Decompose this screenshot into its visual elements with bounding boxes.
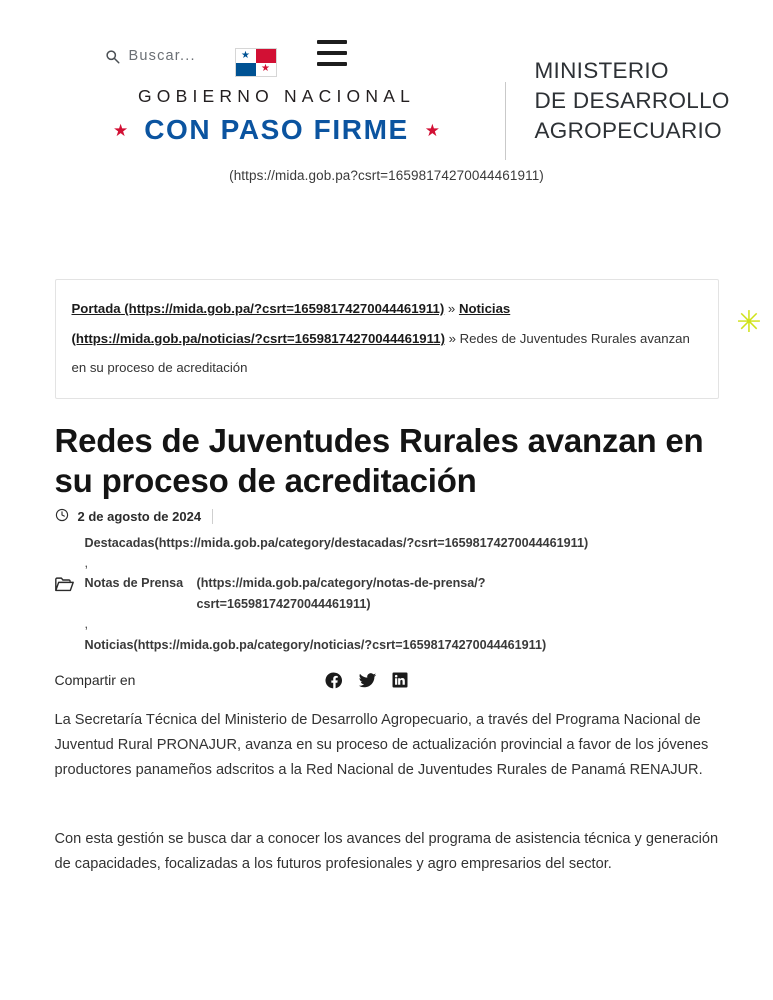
breadcrumb-current: Redes de Juventudes Rurales avanzan en su proceso de acreditación [71, 330, 690, 376]
article-paragraph-1: La Secretaría Técnica del Ministerio de Desarrollo Agropecuario, a través del Programa Nacional de Juventud Rural PRONAJUR, avanza en su proceso de actualización provincial a favor de los jóvenes productores panameños adscritos a la Red Nacional de Juventudes Rurales de Panamá RENAJUR. [54, 711, 709, 779]
asterisk-decoration-icon: ✳ [736, 306, 762, 339]
star-right-icon: ★ [424, 120, 441, 140]
breadcrumb [55, 279, 762, 399]
breadcrumb-separator-2: » [448, 330, 456, 346]
category-name-1: Notas de Prensa [84, 576, 184, 591]
breadcrumb-link-noticias-url[interactable] [72, 331, 445, 346]
category-url-2: (https://mida.gob.pa/category/noticias/?csrt=16598174270044461911) [133, 637, 547, 652]
ministry-line-3: AGROPECUARIO [534, 117, 722, 143]
breadcrumb-noticias-url: (https://mida.gob.pa/noticias/?csrt=16598174270044461911) [71, 330, 445, 346]
header-divider [505, 82, 506, 160]
category-comma-1: , [84, 556, 88, 570]
linkedin-icon[interactable] [391, 671, 409, 689]
site-header [0, 0, 773, 183]
facebook-icon[interactable] [325, 671, 344, 690]
category-name-2: Noticias [84, 637, 134, 652]
search-placeholder-text: Buscar... [128, 48, 196, 64]
share-icons [325, 671, 409, 690]
category-url-0: (https://mida.gob.pa/category/destacadas/?csrt=16598174270044461911) [154, 535, 589, 550]
slogan-block [67, 114, 487, 146]
article-body [55, 708, 719, 877]
category-comma-2: , [84, 617, 88, 632]
header-inner [67, 34, 730, 154]
clock-icon [55, 508, 69, 525]
article-meta [55, 508, 719, 529]
home-url-text[interactable]: (https://mida.gob.pa?csrt=16598174270044461911) [229, 168, 544, 183]
article [55, 399, 719, 877]
article-categories [55, 533, 719, 655]
article-date: 2 de agosto de 2024 [78, 509, 214, 524]
search-input[interactable] [105, 48, 196, 64]
ministry-name [535, 56, 730, 146]
slogan-text: CON PASO FIRME [144, 114, 409, 145]
breadcrumb-link-portada[interactable] [72, 301, 445, 316]
panama-flag-icon: ★ ★ [235, 48, 277, 77]
gobierno-nacional-text: GOBIERNO NACIONAL [137, 86, 416, 106]
share-label: Compartir en [54, 672, 136, 689]
breadcrumb-separator-1: » [447, 301, 456, 316]
article-paragraph-2: Con esta gestión se busca dar a conocer los avances del programa de asistencia técnica y generación de capacidades, focalizadas a los futuros profesionales y agro empresarios del sector. [54, 831, 719, 873]
share-row [55, 671, 719, 690]
page-title: Redes de Juventudes Rurales avanzan en su proceso de acreditación [54, 422, 704, 500]
search-icon [105, 49, 120, 64]
twitter-icon[interactable] [358, 671, 377, 690]
category-url-1 [197, 573, 486, 614]
breadcrumb-portada-url: (https://mida.gob.pa/?csrt=16598174270044461911) [124, 301, 445, 316]
category-links [85, 533, 589, 655]
folder-icon [55, 533, 75, 597]
category-item[interactable] [85, 573, 589, 614]
category-name-0: Destacadas [84, 535, 155, 550]
breadcrumb-noticias-label: Noticias [458, 301, 511, 316]
breadcrumb-portada-label: Portada [71, 301, 121, 316]
category-url-1-line1: (https://mida.gob.pa/category/notas-de-prensa/? [196, 576, 486, 591]
category-item[interactable] [85, 533, 589, 553]
category-url-1-line2: csrt=16598174270044461911) [196, 596, 371, 611]
ministry-line-2: DE DESARROLLO [534, 87, 730, 113]
ministry-line-1: MINISTERIO [534, 58, 669, 83]
category-item[interactable] [85, 635, 589, 655]
star-left-icon: ★ [112, 120, 129, 140]
breadcrumb-link-noticias[interactable] [459, 301, 510, 316]
hamburger-menu-icon[interactable] [317, 40, 347, 66]
